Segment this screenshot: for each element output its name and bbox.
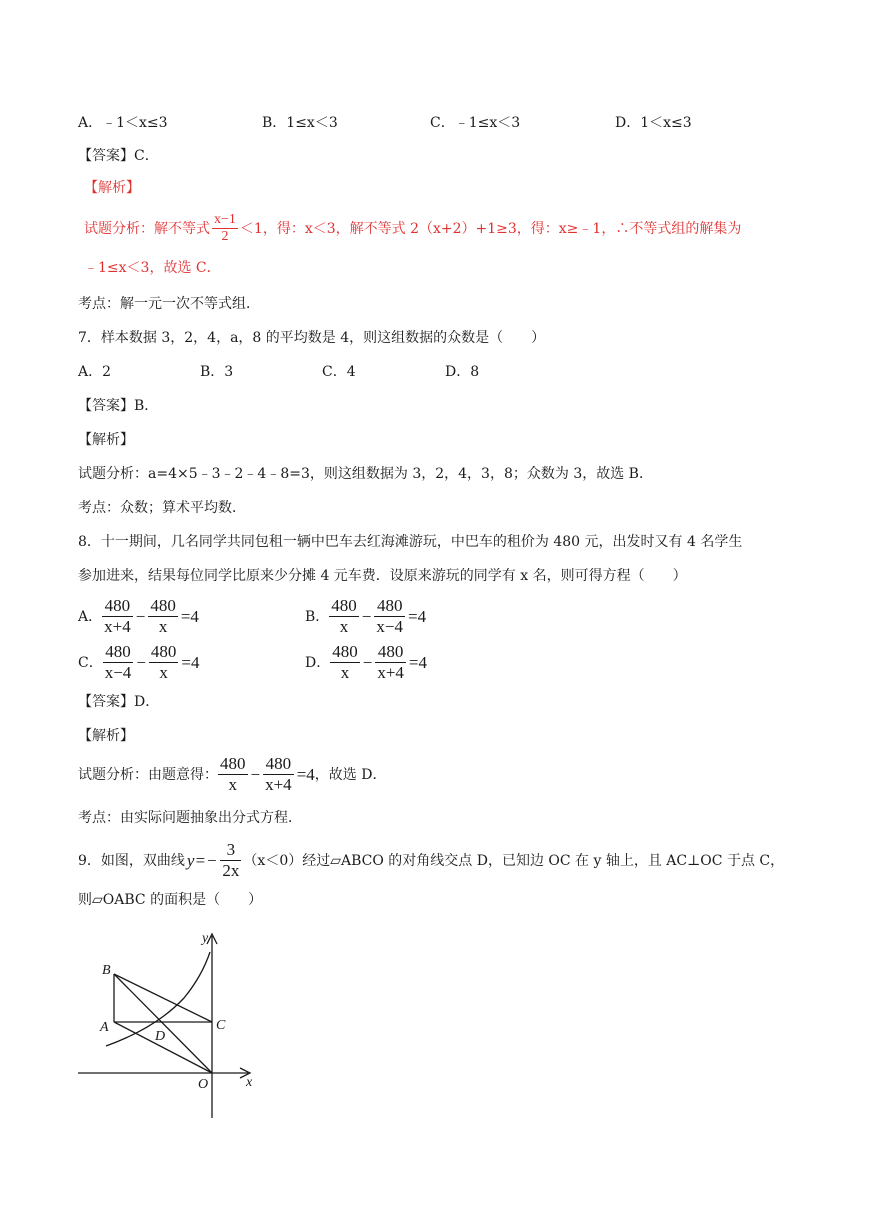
q8-option-c (78, 642, 200, 683)
q8-option-d-label: D． (305, 654, 331, 671)
q7-answer: 【答案】B． (78, 398, 159, 414)
minus-sign: − (361, 606, 372, 626)
q8-b-den2: x−4 (376, 617, 403, 636)
q8-option-b-label: B． (305, 608, 330, 625)
q7-option-a: A．2 (78, 364, 112, 380)
q6-option-b: B．1≤x＜3 (262, 115, 338, 131)
q8-option-a-equation (102, 596, 199, 637)
diagonal-bo (114, 974, 212, 1073)
q9-frac-num: 3 (220, 840, 241, 861)
q8-analysis-label: 【解析】 (78, 728, 134, 744)
minus-sign: − (136, 652, 146, 672)
q8-option-b-equation (329, 596, 426, 637)
q8-c-num1: 480 (103, 642, 134, 663)
q8-a-den2: x (158, 617, 168, 636)
q6-kaodian: 考点：解一元一次不等式组． (78, 296, 260, 312)
q6-analysis-line1 (84, 212, 741, 245)
q6-analysis-part2: ＜1，得：x＜3，解不等式 2（x+2）+1≥3，得：x≥﹣1，∴不等式组的解集为 (239, 220, 742, 237)
q8-option-a-label: A． (78, 608, 103, 625)
q8-c-den1: x−4 (104, 663, 132, 682)
q7-analysis: 试题分析：a=4×5﹣3﹣2﹣4﹣8=3，则这组数据为 3，2，4，3，8；众数为 3，故选 B． (78, 466, 653, 482)
q9-eq-lhs: y=− (186, 850, 218, 870)
label-o: O (198, 1077, 209, 1092)
label-d: D (155, 1029, 166, 1044)
q8-a-den1: x+4 (104, 617, 131, 636)
label-x: x (246, 1075, 253, 1090)
q9-equation (187, 840, 242, 881)
q7-analysis-label: 【解析】 (78, 432, 134, 448)
q8-b-num1: 480 (331, 596, 357, 615)
q8-kaodian: 考点：由实际问题抽象出分式方程． (78, 810, 302, 826)
q6-analysis-label: 【解析】 (84, 180, 140, 196)
q8-d-rhs: =4 (408, 652, 428, 672)
q8-d-num1: 480 (332, 642, 358, 661)
q8-d-den2: x+4 (377, 663, 404, 682)
q6-frac-den: 2 (221, 229, 229, 244)
label-y: y (202, 931, 209, 946)
q9-question-line1 (78, 840, 784, 881)
q7-kaodian: 考点：众数；算术平均数． (78, 500, 246, 516)
q8-option-d (305, 642, 427, 683)
q7-option-b: B．3 (200, 364, 234, 380)
q8-an-num1: 480 (220, 754, 246, 773)
minus-sign: − (362, 652, 373, 672)
q6-analysis-part1: 试题分析：解不等式 (84, 220, 210, 237)
minus-sign: − (135, 606, 146, 626)
q8-answer: 【答案】D． (78, 694, 160, 710)
q8-option-d-equation (330, 642, 427, 683)
q9-frac-den: 2x (222, 861, 240, 880)
q8-analysis (78, 754, 386, 795)
q8-a-rhs: =4 (180, 606, 199, 626)
q8-analysis-equation (218, 754, 315, 795)
label-c: C (216, 1018, 226, 1033)
q8-b-rhs: =4 (407, 606, 427, 626)
q9-suffix: （x＜0）经过▱ABCO 的对角线交点 D，已知边 OC 在 y 轴上，且 AC⊥OC 于点 C， (243, 852, 785, 869)
label-a: A (100, 1020, 109, 1035)
label-b: B (102, 963, 111, 978)
q8-analysis-suffix: ，故选 D． (314, 766, 387, 783)
q6-option-a: A．﹣1＜x≤3 (78, 115, 168, 131)
q6-option-d: D．1＜x≤3 (615, 115, 692, 131)
q7-option-d: D．8 (445, 364, 480, 380)
q6-option-c: C．﹣1≤x＜3 (430, 115, 521, 131)
q8-an-rhs: =4 (296, 764, 315, 784)
q8-c-den2: x (159, 663, 168, 682)
q8-an-den1: x (228, 775, 237, 794)
q8-a-num1: 480 (102, 596, 133, 617)
q6-analysis-fraction (212, 212, 238, 245)
q8-an-den2: x+4 (265, 775, 292, 794)
q8-b-num2: 480 (374, 596, 405, 617)
q7-question: 7．样本数据 3，2，4，a，8 的平均数是 4，则这组数据的众数是（ ） (78, 330, 546, 346)
q8-an-num2: 480 (263, 754, 294, 775)
q9-prefix: 9．如图，双曲线 (78, 852, 185, 869)
q8-option-c-equation (103, 642, 200, 683)
edge-bc (114, 974, 212, 1022)
q7-option-c: C．4 (322, 364, 356, 380)
q8-question-line2: 参加进来，结果每位同学比原来少分摊 4 元车费．设原来游玩的同学有 x 名，则可得方程（ ） (78, 568, 687, 584)
q8-d-num2: 480 (375, 642, 406, 663)
q6-answer: 【答案】C． (78, 148, 159, 164)
q8-c-num2: 480 (150, 642, 177, 661)
q8-b-den1: x (339, 617, 349, 636)
q8-question-line1: 8．十一期间，几名同学共同包租一辆中巴车去红海滩游玩，中巴车的租价为 480 元，出发时又有 4 名学生 (78, 534, 743, 550)
q9-figure (76, 928, 276, 1124)
q8-option-b (305, 596, 426, 637)
q6-frac-num: x−1 (214, 212, 236, 227)
q9-question-line2: 则▱OABC 的面积是（ ） (78, 892, 263, 908)
q6-analysis-line2: ﹣1≤x＜3，故选 C． (84, 260, 221, 276)
q8-analysis-prefix: 试题分析：由题意得： (78, 766, 218, 783)
q8-a-num2: 480 (150, 596, 176, 615)
q8-c-rhs: =4 (181, 652, 200, 672)
q8-option-c-label: C． (78, 654, 103, 671)
q8-option-a (78, 596, 199, 637)
q8-d-den1: x (340, 663, 350, 682)
minus-sign: − (250, 764, 261, 784)
